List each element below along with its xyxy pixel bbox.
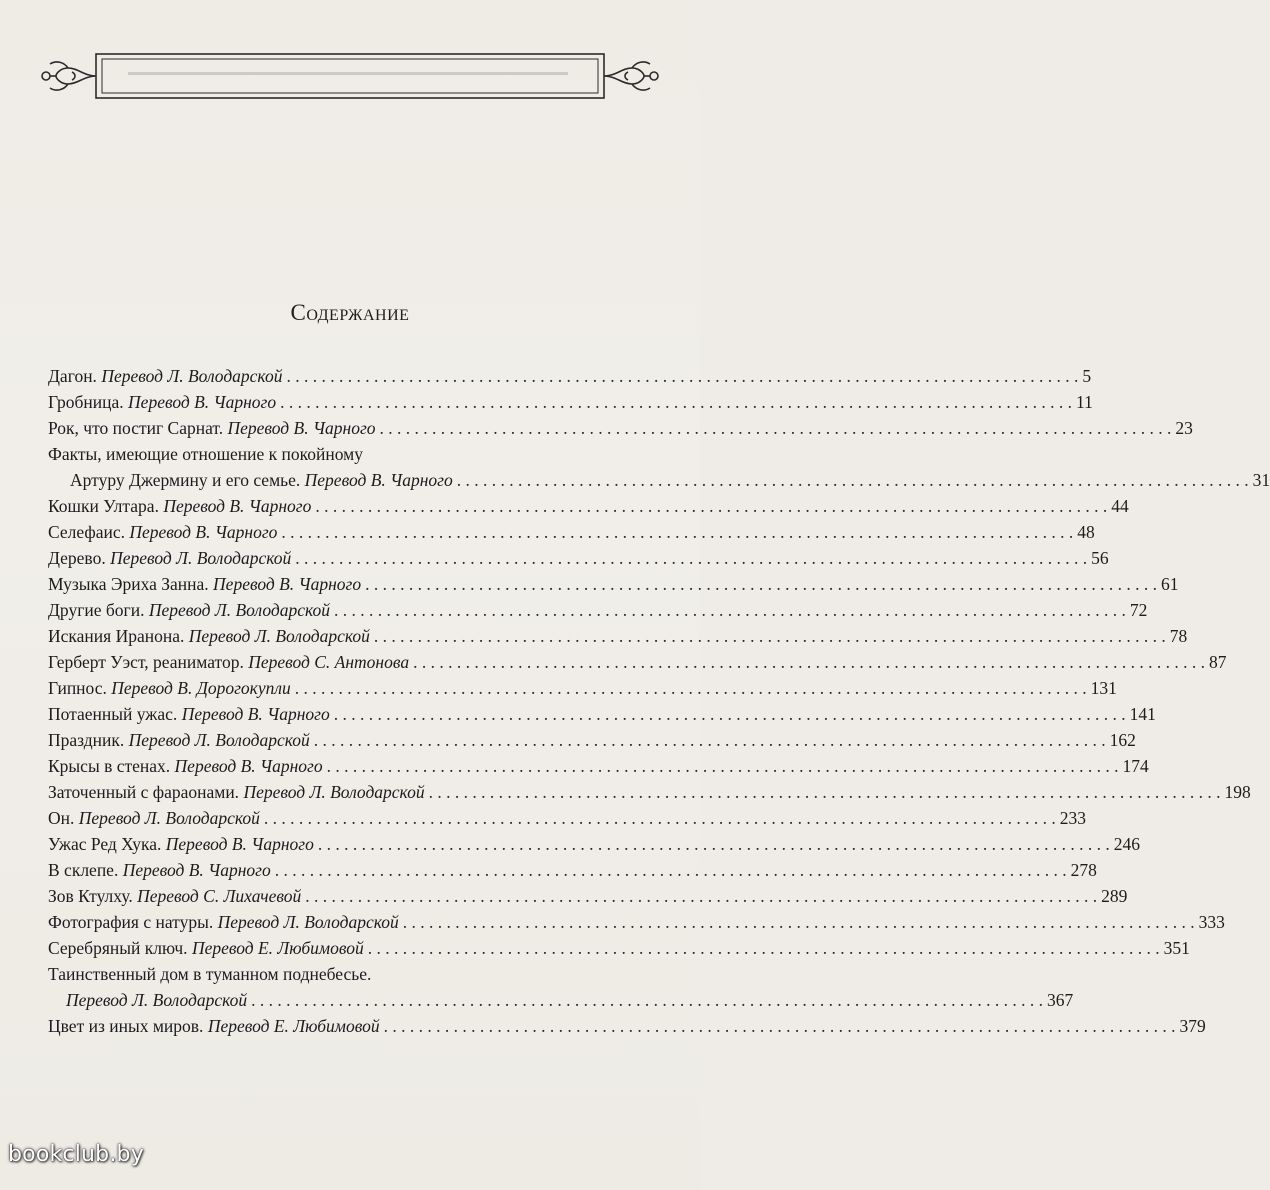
page-title: Содержание [290,300,410,325]
toc-entry-title: Герберт Уэст, реаниматор. [48,652,244,672]
toc-entry-translator: Перевод Е. Любимовой [191,938,364,958]
header-ornament [38,46,662,106]
dot-leader [264,805,1056,831]
dot-leader [305,883,1097,909]
toc-entry-first-line [48,441,652,467]
dot-leader [365,571,1157,597]
dot-leader [368,935,1160,961]
toc-entry-title: Фотография с натуры. [48,912,214,932]
toc-entry [48,883,1128,909]
toc-entry-translator: Перевод В. Чарного [227,418,376,438]
dot-leader [429,779,1221,805]
toc-entry-title: Музыка Эриха Занна. [48,574,209,594]
toc-entry-title: Дагон. [48,366,97,386]
toc-entry-title: В склепе. [48,860,119,880]
toc-entry-page: 141 [1129,704,1156,724]
toc-entry-page: 44 [1111,496,1129,516]
toc-entry [48,545,1109,571]
toc-entry-title: Гробница. [48,392,124,412]
toc-entry [48,623,1188,649]
dot-leader [457,467,1249,493]
dot-leader [384,1013,1176,1039]
toc-entry-title: Селефаис. [48,522,125,542]
toc-entry-page: 11 [1075,392,1093,412]
toc-entry-translator: Перевод В. Чарного [122,860,271,880]
dot-leader [295,675,1087,701]
dot-leader [403,909,1195,935]
toc-entry-title: Зов Ктулху. [48,886,133,906]
toc-entry [48,571,1179,597]
table-of-contents [48,363,1270,1039]
toc-entry [48,805,1087,831]
dot-leader [413,649,1205,675]
toc-entry-translator: Перевод В. Чарного [181,704,330,724]
toc-entry-title: Цвет из иных миров. [48,1016,204,1036]
toc-entry-title: Искания Иранона. [48,626,185,646]
toc-entry-title: Дерево. [48,548,106,568]
toc-entry [48,415,1193,441]
toc-entry-translator: Перевод С. Антонова [248,652,410,672]
toc-entry-title: Рок, что постиг Сарнат. [48,418,224,438]
toc-entry-title-line1: Факты, имеющие отношение к покойному [48,444,364,464]
toc-entry-page: 61 [1160,574,1179,594]
toc-entry-page: 289 [1101,886,1128,906]
dot-leader [281,519,1073,545]
toc-entry-translator: Перевод Л. Володарской [148,600,330,620]
toc-entry-title: Гипнос. [48,678,107,698]
toc-entry-translator: Перевод Л. Володарской [217,912,399,932]
dot-leader [251,987,1043,1013]
dot-leader [280,389,1072,415]
toc-entry [48,831,1140,857]
toc-entry-title: Кошки Ултара. [48,496,159,516]
dot-leader [380,415,1172,441]
dot-leader [334,701,1126,727]
toc-entry-translator: Перевод Л. Володарской [110,548,292,568]
toc-entry [48,519,1095,545]
toc-entry-translator: Перевод Л. Володарской [101,366,283,386]
toc-entry [48,1013,1206,1039]
toc-entry-title-line1: Таинственный дом в туманном поднебесье. [48,964,372,984]
toc-entry-title: Крысы в стенах. [48,756,171,776]
toc-entry-page: 48 [1077,522,1095,542]
toc-entry-translator: Перевод В. Чарного [128,392,277,412]
toc-entry-page: 246 [1113,834,1140,854]
dot-leader [286,363,1078,389]
toc-entry-title: Заточенный с фараонами. [48,782,240,802]
toc-entry-page: 174 [1122,756,1149,776]
toc-entry-translator: Перевод В. Чарного [174,756,323,776]
toc-entry-page: 351 [1163,938,1190,958]
toc-entry [48,909,1225,935]
toc-entry-page: 56 [1091,548,1109,568]
toc-entry [48,857,1097,883]
toc-entry-translator: Перевод С. Лихачевой [137,886,302,906]
toc-entry [48,467,1270,493]
dot-leader [275,857,1067,883]
toc-entry [48,987,1074,1013]
toc-entry-translator: Перевод В. Чарного [129,522,278,542]
toc-entry-page: 198 [1224,782,1251,802]
toc-entry-page: 23 [1175,418,1193,438]
toc-entry-page: 131 [1090,678,1117,698]
toc-entry-title: Артуру Джермину и его семье. [70,470,301,490]
toc-entry-title: Потаенный ужас. [48,704,178,724]
toc-entry [48,779,1251,805]
toc-entry [48,701,1156,727]
toc-entry-page: 333 [1198,912,1225,932]
toc-entry-title: Серебряный ключ. [48,938,188,958]
dot-leader [334,597,1126,623]
toc-entry [48,935,1190,961]
toc-entry-translator: Перевод Е. Любимовой [207,1016,380,1036]
toc-entry-translator: Перевод Л. Володарской [188,626,370,646]
toc-entry-page: 162 [1109,730,1136,750]
toc-entry-translator: Перевод Л. Володарской [128,730,310,750]
toc-entry-translator: Перевод Л. Володарской [243,782,425,802]
toc-entry-page: 233 [1059,808,1087,828]
toc-entry-translator: Перевод В. Чарного [213,574,362,594]
toc-entry-translator: Перевод В. Чарного [165,834,314,854]
toc-entry [48,363,1092,389]
toc-entry [48,389,1093,415]
dot-leader [318,831,1110,857]
toc-entry-title: Ужас Ред Хука. [48,834,162,854]
toc-entry-title: Другие боги. [48,600,145,620]
toc-entry [48,753,1149,779]
toc-entry-page: 72 [1129,600,1148,620]
toc-entry-title: Он. [48,808,75,828]
toc-entry-page: 31 [1252,470,1270,490]
toc-entry-page: 379 [1179,1016,1206,1036]
toc-entry-translator: Перевод В. Дорогокупли [111,678,291,698]
site-watermark: bookclub.by [8,1142,144,1167]
toc-entry [48,597,1148,623]
toc-entry-page: 78 [1169,626,1188,646]
toc-entry-translator: Перевод В. Чарного [163,496,312,516]
dot-leader [327,753,1119,779]
toc-entry-translator: Перевод Л. Володарской [78,808,260,828]
dot-leader [295,545,1087,571]
toc-entry [48,649,1227,675]
toc-entry-translator: Перевод В. Чарного [304,470,453,490]
toc-entry-page: 278 [1070,860,1097,880]
toc-entry [48,727,1136,753]
toc-entry-page: 87 [1208,652,1227,672]
toc-entry-first-line [48,961,652,987]
toc-entry-title: Праздник. [48,730,125,750]
dot-leader [374,623,1166,649]
dot-leader [314,727,1106,753]
toc-entry-translator: Перевод Л. Володарской [66,990,248,1010]
toc-entry-page: 367 [1047,990,1074,1010]
dot-leader [315,493,1107,519]
toc-entry [48,675,1117,701]
toc-entry [48,493,1129,519]
toc-entry-page: 5 [1082,366,1092,386]
